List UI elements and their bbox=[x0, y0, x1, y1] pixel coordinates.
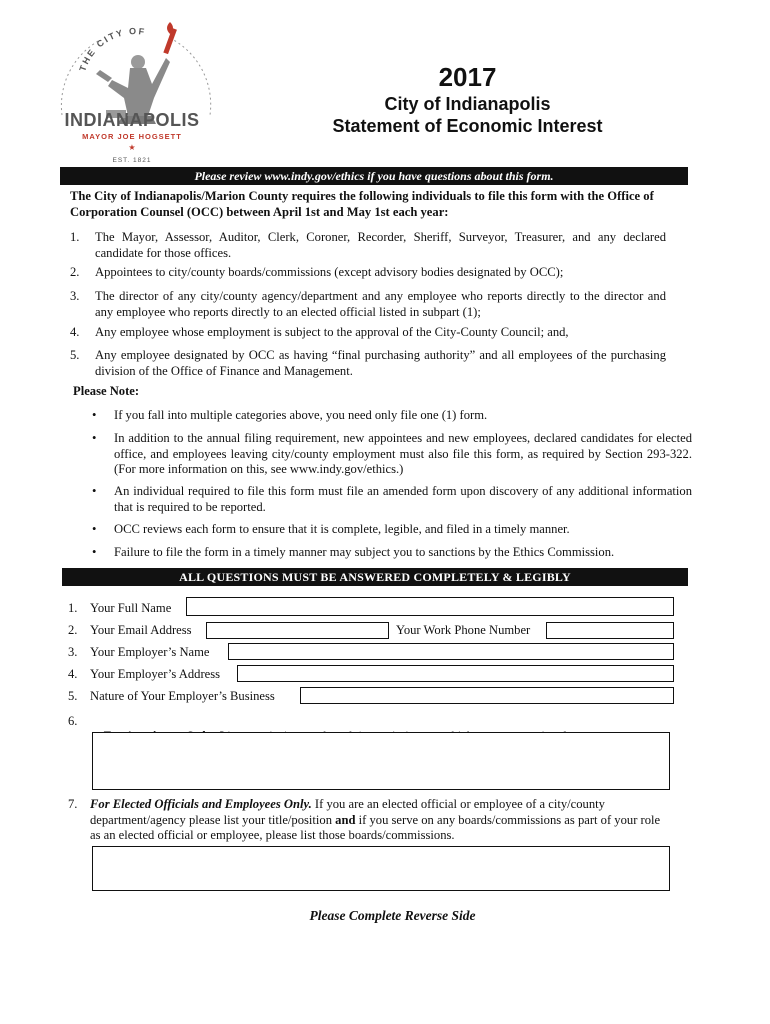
bullet-icon: • bbox=[92, 545, 97, 559]
work-phone-label: Your Work Phone Number bbox=[396, 623, 531, 637]
logo-mayor: MAYOR JOE HOGSETT bbox=[82, 132, 182, 141]
city-seal-icon bbox=[40, 20, 230, 170]
logo-arc-text: THE CITY OF bbox=[77, 26, 147, 73]
requirement-number: 3. bbox=[70, 289, 80, 303]
question-label: Your Full Name bbox=[90, 601, 172, 615]
bullet-icon: • bbox=[92, 431, 97, 445]
full-name-field[interactable] bbox=[186, 597, 674, 616]
question-number: 5. bbox=[68, 689, 78, 703]
star-icon: ★ bbox=[128, 143, 136, 152]
employer-business-field[interactable] bbox=[300, 687, 674, 704]
bullet-icon: • bbox=[92, 408, 97, 422]
intro-text: The City of Indianapolis/Marion County requires the following individuals to file this form with the Office of Corporation Counsel (OCC) between April 1st and May 1st each year: bbox=[70, 189, 654, 219]
requirement-text: Any employee whose employment is subject to the approval of the City-County Council; and, bbox=[95, 325, 569, 339]
question-number: 6. bbox=[68, 714, 78, 728]
requirement-text: The director of any city/county agency/department and any employee who reports directly to the director and any employee who reports directly to an elected official listed in subpart (1); bbox=[95, 289, 666, 319]
question-appointees bbox=[68, 714, 688, 732]
note-text: OCC reviews each form to ensure that it is complete, legible, and filed in a timely manner. bbox=[114, 522, 570, 536]
requirement-number: 4. bbox=[70, 325, 80, 339]
question-label: Your Employer’s Name bbox=[90, 645, 210, 659]
elected-official-textarea[interactable] bbox=[92, 846, 670, 891]
question-emphasis: For Elected Officials and Employees Only. bbox=[90, 797, 312, 811]
form-year: 2017 bbox=[438, 62, 497, 92]
question-and: and bbox=[335, 812, 356, 827]
city-logo bbox=[40, 20, 230, 170]
employer-name-field[interactable] bbox=[228, 643, 674, 660]
logo-name: INDIANAPOLIS bbox=[64, 110, 200, 130]
question-label: Your Email Address bbox=[90, 623, 192, 637]
note-text: Failure to file the form in a timely manner may subject you to sanctions by the Ethics Commission. bbox=[114, 545, 615, 559]
note-text: In addition to the annual filing requirement, new appointees and new employees, declared candidates for elected office, and employees leaving city/county employment must also file this form, as required by Section 293-322. (For more information on this, see www.indy.gov/ethics.) bbox=[114, 431, 692, 476]
question-elected-officials bbox=[68, 797, 668, 847]
question-number: 4. bbox=[68, 667, 78, 681]
work-phone-field[interactable] bbox=[546, 622, 674, 639]
question-number: 7. bbox=[68, 797, 78, 811]
reverse-side-note: Please Complete Reverse Side bbox=[309, 908, 476, 923]
question-number: 2. bbox=[68, 623, 78, 637]
appointee-boards-textarea[interactable] bbox=[92, 732, 670, 790]
requirement-text: Appointees to city/county boards/commissions (except advisory bodies designated by OCC); bbox=[95, 265, 564, 279]
requirement-text: Any employee designated by OCC as having “final purchasing authority” and all employees of the purchasing division of the Office of Finance and Management. bbox=[95, 348, 666, 378]
question-label-continued: if you serve on any boards/commissions as part of your role as an elected official or employee, please list those boards/commissions. bbox=[90, 812, 661, 842]
employer-address-field[interactable] bbox=[237, 665, 674, 682]
requirement-number: 2. bbox=[70, 265, 80, 279]
answer-rules-banner: ALL QUESTIONS MUST BE ANSWERED COMPLETELY & LEGIBLY bbox=[62, 568, 688, 586]
bullet-icon: • bbox=[92, 484, 97, 498]
review-banner: Please review www.indy.gov/ethics if you have questions about this form. bbox=[60, 167, 688, 185]
requirement-text: The Mayor, Assessor, Auditor, Clerk, Coroner, Recorder, Sheriff, Surveyor, Treasurer, and any declared candidate for those offices. bbox=[95, 230, 666, 260]
requirement-number: 5. bbox=[70, 348, 80, 362]
requirement-number: 1. bbox=[70, 230, 80, 244]
note-text: If you fall into multiple categories above, you need only file one (1) form. bbox=[114, 408, 488, 422]
please-note-heading: Please Note: bbox=[73, 384, 140, 398]
question-label: Nature of Your Employer’s Business bbox=[90, 689, 275, 703]
email-field[interactable] bbox=[206, 622, 389, 639]
city-title: City of Indianapolis bbox=[384, 94, 551, 114]
logo-est: EST. 1821 bbox=[112, 157, 152, 164]
question-number: 3. bbox=[68, 645, 78, 659]
bullet-icon: • bbox=[92, 522, 97, 536]
note-text: An individual required to file this form must file an amended form upon discovery of any additional information that is required to be reported. bbox=[114, 484, 692, 514]
form-title: Statement of Economic Interest bbox=[332, 116, 603, 136]
question-label: Your Employer’s Address bbox=[90, 667, 221, 681]
question-label: If you are an elected official or employee of a city/county department/agency please list your title/position bbox=[90, 797, 605, 827]
question-number: 1. bbox=[68, 601, 78, 615]
